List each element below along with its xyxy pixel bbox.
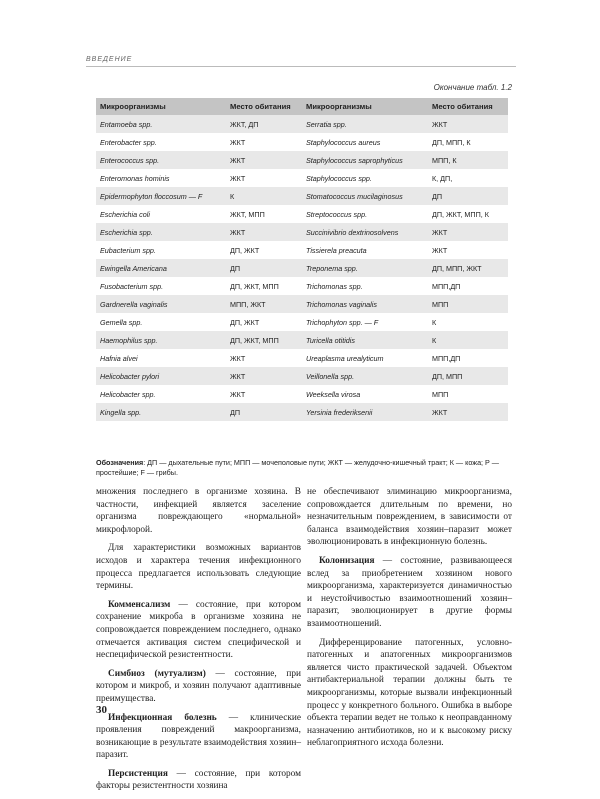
habitat-cell: ДП, ЖКТ, МПП, К <box>432 209 489 219</box>
organism-cell: Staphylococcus saprophyticus <box>302 151 428 169</box>
table-row <box>96 133 508 151</box>
habitat-cell: ДП <box>428 187 508 205</box>
habitat-cell: К <box>432 317 437 327</box>
table-row <box>96 205 508 223</box>
header-habitat-2: Место обитания <box>428 98 508 115</box>
habitat-cell: МПП <box>432 389 449 399</box>
microorganism-table <box>96 98 508 421</box>
term-commensalism: Комменсализм <box>108 599 171 610</box>
organism-cell: Helicobacter pylori <box>96 367 226 385</box>
organism-cell: Eubacterium spp. <box>100 245 156 255</box>
organism-cell: Staphylococcus aureus <box>306 137 381 147</box>
organism-cell: Tissierela preacuta <box>306 245 367 255</box>
organism-cell: Turicella otitidis <box>302 331 428 349</box>
left-text-column <box>96 486 301 799</box>
right-text-column <box>307 486 512 756</box>
organism-cell: Enteromonas hominis <box>100 173 170 183</box>
term-symbiosis: Симбиоз (мутуализм) <box>108 668 206 679</box>
habitat-cell: ЖКТ <box>230 389 246 399</box>
organism-cell: Escherichia spp. <box>96 223 226 241</box>
habitat-cell: ДП, ЖКТ, МПП <box>230 281 279 291</box>
habitat-cell: ДП, МПП <box>428 367 508 385</box>
habitat-cell: ЖКТ, МПП <box>230 209 265 219</box>
habitat-cell: ДП <box>226 403 302 421</box>
habitat-cell: ЖКТ <box>226 223 302 241</box>
organism-cell: Serratia spp. <box>302 115 428 133</box>
organism-cell: Gardnerella vaginalis <box>96 295 226 313</box>
habitat-cell: МПП <box>428 295 508 313</box>
paragraph: не обеспечивают элиминацию микроорганизма, сопровождается длительным по времени, но незначительным повреждением, в зависимости от баланса взаимодействия хозяин–паразит может эволюционировать в инфекционную болезнь. <box>307 487 512 548</box>
table-row <box>96 367 508 385</box>
definition-text: — состояние, при котором факторы резистентности хозяина <box>96 768 301 792</box>
term-colonization: Колонизация <box>319 555 375 566</box>
table-row <box>96 115 508 133</box>
habitat-cell: ДП, ЖКТ <box>230 245 260 255</box>
habitat-cell: К <box>428 331 508 349</box>
organism-cell: Gemella spp. <box>100 317 143 327</box>
table-body <box>96 115 508 421</box>
habitat-cell: МПП, К <box>428 151 508 169</box>
habitat-cell: ЖКТ <box>432 245 448 255</box>
habitat-cell: ЖКТ <box>230 353 246 363</box>
paragraph <box>96 768 301 793</box>
table-row <box>96 241 508 259</box>
table-row <box>96 313 508 331</box>
paragraph <box>96 599 301 662</box>
organism-cell: Trichomonas vaginalis <box>302 295 428 313</box>
organism-cell: Weeksella virosa <box>306 389 361 399</box>
definition-text: — состояние, развивающееся вслед за приобретением хозяином нового микроорганизма, характеризуется динамичностью и неустойчивостью взаимоотношений хозяин–паразит, эволюционирует в другие формы взаимоотношений. <box>307 555 512 629</box>
legend-text: : ДП — дыхательные пути; МПП — мочеполовые пути; ЖКТ — желудочно-кишечный тракт; К — кожа; P — простейшие; F — грибы. <box>96 458 499 477</box>
habitat-cell: ЖКТ <box>226 151 302 169</box>
habitat-cell: К <box>226 187 302 205</box>
habitat-cell: МПП,ДП <box>432 281 461 291</box>
habitat-cell: ДП, ЖКТ <box>230 317 260 327</box>
paragraph: множения последнего в организме хозяина. В частности, инфекцией является заселение организма повреждающего «нормальной» микрофлорой. <box>96 487 301 535</box>
organism-cell: Enterococcus spp. <box>96 151 226 169</box>
habitat-cell: МПП, ЖКТ <box>226 295 302 313</box>
organism-cell: Ewingella Americana <box>96 259 226 277</box>
habitat-cell: ЖКТ <box>226 367 302 385</box>
habitat-cell: ДП, МПП, ЖКТ <box>428 259 508 277</box>
running-header: ВВЕДЕНИЕ <box>86 56 133 63</box>
header-microorganisms-1: Микроорганизмы <box>96 98 226 115</box>
definition-text: — состояние, при котором сохранение микроба в организме хозяина не сопровождается повреждением последнего, однако отмечается активация систем специфической и неспецифической резистентности. <box>96 599 301 661</box>
organism-cell: Stomatococcus mucilaginosus <box>302 187 428 205</box>
header-microorganisms-2: Микроорганизмы <box>302 98 428 115</box>
habitat-cell: ЖКТ <box>428 115 508 133</box>
table-header-row <box>96 98 508 115</box>
paragraph: Для характеристики возможных вариантов исходов и характера течения инфекционного процесса предлагается использовать следующие термины. <box>96 543 301 592</box>
organism-cell: Kingella spp. <box>96 403 226 421</box>
organism-cell: Treponema spp. <box>302 259 428 277</box>
definition-text: — состояние, при котором и микроб, и хозяин получают адаптивные преимущества. <box>96 668 302 704</box>
page-number: 30 <box>96 704 107 716</box>
table-row <box>96 331 508 349</box>
table-row <box>96 277 508 295</box>
table-caption: Окончание табл. 1.2 <box>433 83 512 92</box>
organism-cell: Succinivibrio dextrinosolvens <box>302 223 428 241</box>
habitat-cell: ЖКТ <box>230 137 246 147</box>
organism-cell: Yersinia frederiksenii <box>302 403 428 421</box>
organism-cell: Veillonella spp. <box>302 367 428 385</box>
paragraph <box>307 555 512 631</box>
definition-text: — клинические проявления повреждений макроорганизма, возникающие в результате взаимодействия хозяин–паразит. <box>96 712 301 761</box>
habitat-cell: МПП,ДП <box>432 353 461 363</box>
habitat-cell: ЖКТ, ДП <box>226 115 302 133</box>
organism-cell: Staphylococcus spp. <box>306 173 372 183</box>
table-row <box>96 223 508 241</box>
organism-cell: Hafnia alvei <box>100 353 138 363</box>
organism-cell: Entamoeba spp. <box>96 115 226 133</box>
organism-cell: Ureaplasma urealyticum <box>306 353 384 363</box>
term-persistence: Персистенция <box>108 768 168 779</box>
paragraph <box>96 668 301 706</box>
organism-cell: Escherichia coli <box>100 209 150 219</box>
table-row <box>96 349 508 367</box>
table-row <box>96 385 508 403</box>
table-row <box>96 295 508 313</box>
habitat-cell: ДП, ЖКТ, МПП <box>226 331 302 349</box>
table-row <box>96 169 508 187</box>
legend-label: Обозначения <box>96 458 144 467</box>
legend-note <box>96 458 516 478</box>
organism-cell: Trichomonas spp. <box>306 281 363 291</box>
habitat-cell: ЖКТ <box>428 223 508 241</box>
term-infectious-disease: Инфекционная болезнь <box>108 712 217 723</box>
header-habitat-1: Место обитания <box>226 98 302 115</box>
habitat-cell: ЖКТ <box>230 173 246 183</box>
organism-cell: Helicobacter spp. <box>100 389 156 399</box>
table-row <box>96 187 508 205</box>
habitat-cell: ДП <box>226 259 302 277</box>
organism-cell: Streptococcus spp. <box>306 209 368 219</box>
organism-cell: Enterobacter spp. <box>100 137 157 147</box>
habitat-cell: ЖКТ <box>428 403 508 421</box>
paragraph: Дифференцирование патогенных, условно-патогенных и апатогенных микроорганизмов является чисто практической задачей. Объектом антибактериальной терапии должны быть те микроорганизмы, которые вызвали инфекционный процесс у конкретного больного. Ошибка в выборе объекта терапии ведет не только к неоправданному назначению антибиотиков, но и к высокому риску неблагоприятного исхода болезни. <box>307 637 512 749</box>
organism-cell: Haemophilus spp. <box>96 331 226 349</box>
header-divider <box>86 66 516 67</box>
paragraph <box>96 712 301 762</box>
table-row <box>96 259 508 277</box>
organism-cell: Trichophyton spp. — F <box>306 317 379 327</box>
habitat-cell: ДП, МПП, К <box>432 137 471 147</box>
organism-cell: Fusobacterium spp. <box>100 281 164 291</box>
table-row <box>96 151 508 169</box>
table-row <box>96 403 508 421</box>
organism-cell: Epidermophyton floccosum — F <box>96 187 226 205</box>
habitat-cell: К, ДП, <box>432 173 453 183</box>
